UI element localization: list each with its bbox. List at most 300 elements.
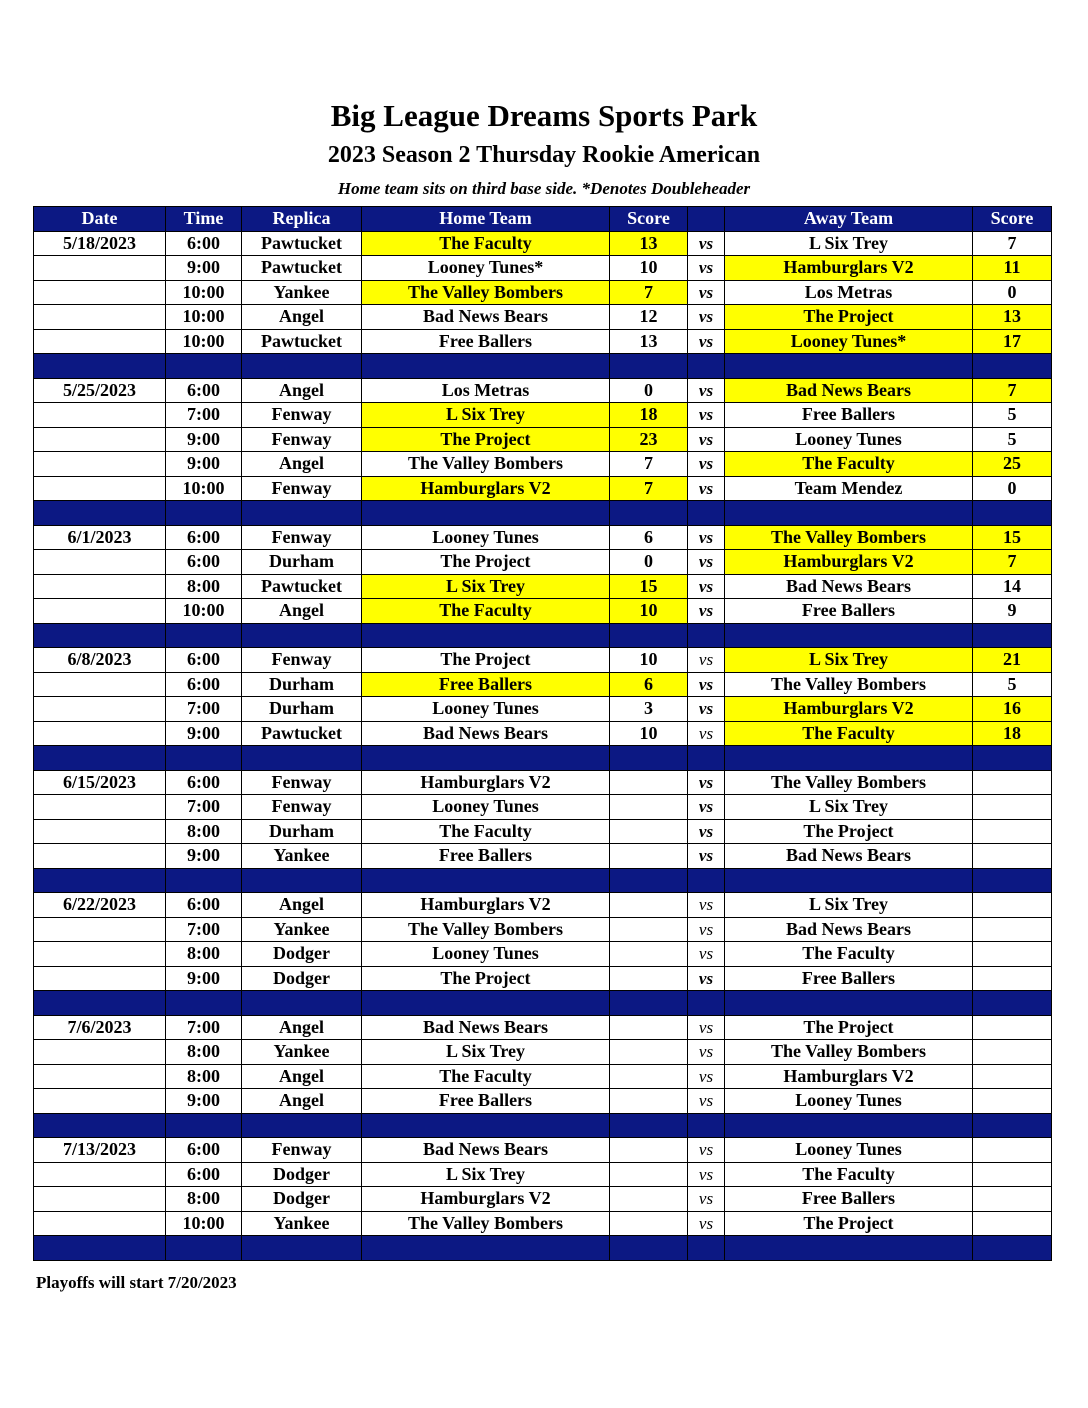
away-team-cell: The Valley Bombers — [725, 770, 973, 795]
separator-cell — [242, 991, 362, 1016]
date-cell — [34, 599, 166, 624]
game-row — [34, 770, 1052, 795]
replica-cell: Pawtucket — [242, 256, 362, 281]
page-note: Home team sits on third base side. *Denotes Doubleheader — [337, 179, 751, 198]
game-row — [34, 844, 1052, 869]
home-score-cell — [610, 917, 688, 942]
vs-cell: vs — [688, 672, 725, 697]
away-score-cell: 18 — [973, 721, 1052, 746]
separator-cell — [725, 354, 973, 379]
header-vs — [688, 207, 725, 232]
home-team-cell: The Valley Bombers — [362, 1211, 610, 1236]
game-row — [34, 599, 1052, 624]
away-team-cell: L Six Trey — [725, 795, 973, 820]
replica-cell: Fenway — [242, 427, 362, 452]
home-score-cell — [610, 1162, 688, 1187]
vs-cell: vs — [688, 378, 725, 403]
home-team-cell: Looney Tunes — [362, 942, 610, 967]
header-date: Date — [34, 207, 166, 232]
time-cell: 10:00 — [166, 476, 242, 501]
separator-cell — [973, 501, 1052, 526]
home-score-cell: 23 — [610, 427, 688, 452]
away-team-cell: The Valley Bombers — [725, 672, 973, 697]
separator-cell — [362, 354, 610, 379]
vs-cell: vs — [688, 648, 725, 673]
time-cell: 9:00 — [166, 721, 242, 746]
time-cell: 9:00 — [166, 966, 242, 991]
date-cell — [34, 721, 166, 746]
date-cell: 6/22/2023 — [34, 893, 166, 918]
away-score-cell: 15 — [973, 525, 1052, 550]
time-cell: 6:00 — [166, 893, 242, 918]
time-cell: 7:00 — [166, 403, 242, 428]
date-cell — [34, 697, 166, 722]
separator-cell — [610, 354, 688, 379]
vs-cell: vs — [688, 427, 725, 452]
separator-cell — [166, 868, 242, 893]
away-team-cell: The Valley Bombers — [725, 1040, 973, 1065]
away-team-cell: The Project — [725, 1015, 973, 1040]
away-team-cell: The Project — [725, 819, 973, 844]
vs-cell: vs — [688, 1138, 725, 1163]
game-row — [34, 648, 1052, 673]
home-score-cell — [610, 1015, 688, 1040]
replica-cell: Angel — [242, 378, 362, 403]
time-cell: 6:00 — [166, 648, 242, 673]
game-row — [34, 1162, 1052, 1187]
away-team-cell: Looney Tunes* — [725, 329, 973, 354]
separator-cell — [362, 501, 610, 526]
home-score-cell — [610, 770, 688, 795]
home-score-cell: 0 — [610, 550, 688, 575]
home-team-cell: Looney Tunes — [362, 795, 610, 820]
game-row — [34, 1089, 1052, 1114]
page-subtitle: 2023 Season 2 Thursday Rookie American — [327, 142, 761, 168]
away-score-cell — [973, 966, 1052, 991]
game-row — [34, 966, 1052, 991]
home-score-cell — [610, 1138, 688, 1163]
home-score-cell: 6 — [610, 672, 688, 697]
away-team-cell: The Project — [725, 1211, 973, 1236]
date-cell — [34, 476, 166, 501]
date-cell — [34, 819, 166, 844]
replica-cell: Angel — [242, 893, 362, 918]
time-cell: 10:00 — [166, 305, 242, 330]
separator-cell — [242, 746, 362, 771]
week-separator — [34, 501, 1052, 526]
game-row — [34, 893, 1052, 918]
vs-cell: vs — [688, 599, 725, 624]
header-home-score: Score — [610, 207, 688, 232]
separator-cell — [34, 868, 166, 893]
date-cell — [34, 427, 166, 452]
home-team-cell: L Six Trey — [362, 1040, 610, 1065]
away-score-cell: 9 — [973, 599, 1052, 624]
replica-cell: Durham — [242, 697, 362, 722]
vs-cell: vs — [688, 770, 725, 795]
time-cell: 6:00 — [166, 525, 242, 550]
game-row — [34, 1015, 1052, 1040]
separator-cell — [362, 1113, 610, 1138]
separator-cell — [973, 746, 1052, 771]
time-cell: 6:00 — [166, 1138, 242, 1163]
header-home-team: Home Team — [362, 207, 610, 232]
away-team-cell: L Six Trey — [725, 231, 973, 256]
game-row — [34, 1187, 1052, 1212]
time-cell: 8:00 — [166, 574, 242, 599]
away-score-cell: 14 — [973, 574, 1052, 599]
vs-cell: vs — [688, 476, 725, 501]
separator-cell — [34, 623, 166, 648]
date-cell — [34, 280, 166, 305]
home-team-cell: Hamburglars V2 — [362, 893, 610, 918]
away-team-cell: Team Mendez — [725, 476, 973, 501]
away-team-cell: Bad News Bears — [725, 917, 973, 942]
away-team-cell: Hamburglars V2 — [725, 256, 973, 281]
away-score-cell: 7 — [973, 378, 1052, 403]
vs-cell: vs — [688, 966, 725, 991]
game-row — [34, 329, 1052, 354]
week-separator — [34, 1113, 1052, 1138]
time-cell: 6:00 — [166, 550, 242, 575]
home-team-cell: The Project — [362, 966, 610, 991]
home-team-cell: The Valley Bombers — [362, 917, 610, 942]
replica-cell: Yankee — [242, 844, 362, 869]
away-score-cell — [973, 844, 1052, 869]
vs-cell: vs — [688, 1162, 725, 1187]
away-score-cell: 0 — [973, 476, 1052, 501]
replica-cell: Pawtucket — [242, 574, 362, 599]
separator-cell — [362, 868, 610, 893]
home-team-cell: Hamburglars V2 — [362, 1187, 610, 1212]
game-row — [34, 256, 1052, 281]
date-cell — [34, 1040, 166, 1065]
time-cell: 10:00 — [166, 329, 242, 354]
schedule-body — [34, 231, 1052, 1260]
home-team-cell: Hamburglars V2 — [362, 770, 610, 795]
replica-cell: Angel — [242, 452, 362, 477]
schedule-table — [33, 206, 1052, 1261]
replica-cell: Dodger — [242, 966, 362, 991]
home-score-cell: 6 — [610, 525, 688, 550]
date-cell — [34, 256, 166, 281]
time-cell: 6:00 — [166, 672, 242, 697]
home-team-cell: Hamburglars V2 — [362, 476, 610, 501]
away-score-cell — [973, 1138, 1052, 1163]
home-team-cell: The Project — [362, 427, 610, 452]
home-score-cell — [610, 844, 688, 869]
away-team-cell: The Faculty — [725, 1162, 973, 1187]
game-row — [34, 427, 1052, 452]
separator-cell — [610, 1113, 688, 1138]
game-row — [34, 1064, 1052, 1089]
replica-cell: Yankee — [242, 1040, 362, 1065]
vs-cell: vs — [688, 1211, 725, 1236]
separator-cell — [973, 991, 1052, 1016]
replica-cell: Durham — [242, 819, 362, 844]
separator-cell — [610, 868, 688, 893]
time-cell: 7:00 — [166, 795, 242, 820]
away-score-cell — [973, 1089, 1052, 1114]
home-score-cell: 13 — [610, 231, 688, 256]
time-cell: 8:00 — [166, 1064, 242, 1089]
separator-cell — [242, 623, 362, 648]
home-team-cell: The Project — [362, 648, 610, 673]
separator-cell — [166, 501, 242, 526]
game-row — [34, 550, 1052, 575]
separator-cell — [34, 1113, 166, 1138]
replica-cell: Fenway — [242, 1138, 362, 1163]
separator-cell — [610, 991, 688, 1016]
home-team-cell: L Six Trey — [362, 1162, 610, 1187]
separator-cell — [688, 1113, 725, 1138]
week-separator — [34, 354, 1052, 379]
away-score-cell: 17 — [973, 329, 1052, 354]
home-team-cell: Free Ballers — [362, 329, 610, 354]
home-score-cell — [610, 819, 688, 844]
separator-cell — [688, 1236, 725, 1261]
home-score-cell: 10 — [610, 648, 688, 673]
vs-cell: vs — [688, 844, 725, 869]
away-score-cell: 25 — [973, 452, 1052, 477]
away-score-cell — [973, 893, 1052, 918]
away-score-cell — [973, 917, 1052, 942]
separator-cell — [725, 991, 973, 1016]
away-score-cell — [973, 819, 1052, 844]
home-score-cell: 0 — [610, 378, 688, 403]
replica-cell: Pawtucket — [242, 721, 362, 746]
separator-cell — [973, 1113, 1052, 1138]
home-score-cell — [610, 1040, 688, 1065]
game-row — [34, 525, 1052, 550]
home-team-cell: L Six Trey — [362, 403, 610, 428]
game-row — [34, 305, 1052, 330]
time-cell: 7:00 — [166, 697, 242, 722]
replica-cell: Durham — [242, 550, 362, 575]
date-cell — [34, 574, 166, 599]
separator-cell — [242, 1236, 362, 1261]
home-score-cell — [610, 1064, 688, 1089]
playoffs-note: Playoffs will start 7/20/2023 — [36, 1273, 237, 1292]
separator-cell — [973, 868, 1052, 893]
separator-cell — [688, 354, 725, 379]
away-score-cell — [973, 1211, 1052, 1236]
date-cell — [34, 550, 166, 575]
separator-cell — [242, 868, 362, 893]
separator-cell — [34, 501, 166, 526]
separator-cell — [725, 746, 973, 771]
home-score-cell: 7 — [610, 452, 688, 477]
away-team-cell: L Six Trey — [725, 893, 973, 918]
away-team-cell: Looney Tunes — [725, 1089, 973, 1114]
home-team-cell: Bad News Bears — [362, 1015, 610, 1040]
date-cell: 6/15/2023 — [34, 770, 166, 795]
replica-cell: Yankee — [242, 1211, 362, 1236]
replica-cell: Angel — [242, 305, 362, 330]
vs-cell: vs — [688, 795, 725, 820]
separator-cell — [725, 1236, 973, 1261]
date-cell: 7/13/2023 — [34, 1138, 166, 1163]
away-team-cell: The Faculty — [725, 452, 973, 477]
home-team-cell: Bad News Bears — [362, 305, 610, 330]
header-away-team: Away Team — [725, 207, 973, 232]
date-cell — [34, 1211, 166, 1236]
vs-cell: vs — [688, 697, 725, 722]
time-cell: 9:00 — [166, 256, 242, 281]
vs-cell: vs — [688, 1040, 725, 1065]
away-score-cell: 7 — [973, 550, 1052, 575]
date-cell: 5/25/2023 — [34, 378, 166, 403]
separator-cell — [166, 746, 242, 771]
game-row — [34, 672, 1052, 697]
away-team-cell: L Six Trey — [725, 648, 973, 673]
separator-cell — [166, 1113, 242, 1138]
separator-cell — [166, 1236, 242, 1261]
replica-cell: Angel — [242, 599, 362, 624]
game-row — [34, 476, 1052, 501]
vs-cell: vs — [688, 231, 725, 256]
away-score-cell: 5 — [973, 403, 1052, 428]
vs-cell: vs — [688, 893, 725, 918]
separator-cell — [166, 623, 242, 648]
separator-cell — [34, 354, 166, 379]
separator-cell — [973, 354, 1052, 379]
home-team-cell: The Faculty — [362, 599, 610, 624]
separator-cell — [725, 623, 973, 648]
home-score-cell: 3 — [610, 697, 688, 722]
home-score-cell — [610, 1089, 688, 1114]
game-row — [34, 403, 1052, 428]
away-team-cell: The Faculty — [725, 942, 973, 967]
separator-cell — [688, 501, 725, 526]
replica-cell: Fenway — [242, 403, 362, 428]
away-team-cell: The Valley Bombers — [725, 525, 973, 550]
replica-cell: Yankee — [242, 917, 362, 942]
separator-cell — [242, 1113, 362, 1138]
home-team-cell: Free Ballers — [362, 844, 610, 869]
vs-cell: vs — [688, 280, 725, 305]
away-team-cell: Los Metras — [725, 280, 973, 305]
away-score-cell: 5 — [973, 427, 1052, 452]
home-team-cell: Los Metras — [362, 378, 610, 403]
away-score-cell: 16 — [973, 697, 1052, 722]
game-row — [34, 378, 1052, 403]
away-score-cell: 11 — [973, 256, 1052, 281]
home-score-cell — [610, 795, 688, 820]
vs-cell: vs — [688, 329, 725, 354]
week-separator — [34, 623, 1052, 648]
game-row — [34, 721, 1052, 746]
away-score-cell — [973, 1040, 1052, 1065]
separator-cell — [688, 991, 725, 1016]
separator-cell — [973, 623, 1052, 648]
page-title: Big League Dreams Sports Park — [330, 98, 758, 133]
away-team-cell: Hamburglars V2 — [725, 1064, 973, 1089]
home-team-cell: L Six Trey — [362, 574, 610, 599]
home-team-cell: Bad News Bears — [362, 721, 610, 746]
replica-cell: Yankee — [242, 280, 362, 305]
home-score-cell — [610, 1187, 688, 1212]
vs-cell: vs — [688, 574, 725, 599]
time-cell: 10:00 — [166, 599, 242, 624]
header-row — [34, 207, 1052, 232]
time-cell: 8:00 — [166, 942, 242, 967]
date-cell: 5/18/2023 — [34, 231, 166, 256]
time-cell: 9:00 — [166, 452, 242, 477]
replica-cell: Angel — [242, 1089, 362, 1114]
home-score-cell — [610, 1211, 688, 1236]
time-cell: 8:00 — [166, 819, 242, 844]
separator-cell — [34, 1236, 166, 1261]
replica-cell: Fenway — [242, 770, 362, 795]
away-team-cell: Bad News Bears — [725, 574, 973, 599]
week-separator — [34, 1236, 1052, 1261]
away-team-cell: Free Ballers — [725, 403, 973, 428]
date-cell — [34, 452, 166, 477]
home-team-cell: The Valley Bombers — [362, 452, 610, 477]
separator-cell — [610, 746, 688, 771]
separator-cell — [242, 354, 362, 379]
away-score-cell — [973, 1015, 1052, 1040]
date-cell: 7/6/2023 — [34, 1015, 166, 1040]
home-score-cell: 7 — [610, 280, 688, 305]
separator-cell — [688, 623, 725, 648]
home-team-cell: The Faculty — [362, 1064, 610, 1089]
away-team-cell: Free Ballers — [725, 599, 973, 624]
away-team-cell: The Faculty — [725, 721, 973, 746]
replica-cell: Dodger — [242, 1187, 362, 1212]
date-cell — [34, 672, 166, 697]
game-row — [34, 697, 1052, 722]
home-team-cell: Looney Tunes — [362, 525, 610, 550]
separator-cell — [725, 1113, 973, 1138]
date-cell: 6/1/2023 — [34, 525, 166, 550]
vs-cell: vs — [688, 1187, 725, 1212]
header-replica: Replica — [242, 207, 362, 232]
time-cell: 7:00 — [166, 1015, 242, 1040]
week-separator — [34, 746, 1052, 771]
away-score-cell: 13 — [973, 305, 1052, 330]
vs-cell: vs — [688, 256, 725, 281]
home-team-cell: The Valley Bombers — [362, 280, 610, 305]
date-cell — [34, 942, 166, 967]
home-score-cell — [610, 942, 688, 967]
time-cell: 6:00 — [166, 378, 242, 403]
home-score-cell: 13 — [610, 329, 688, 354]
separator-cell — [973, 1236, 1052, 1261]
replica-cell: Fenway — [242, 795, 362, 820]
date-cell — [34, 966, 166, 991]
vs-cell: vs — [688, 403, 725, 428]
date-cell — [34, 917, 166, 942]
away-team-cell: Bad News Bears — [725, 378, 973, 403]
game-row — [34, 819, 1052, 844]
game-row — [34, 452, 1052, 477]
away-score-cell — [973, 1187, 1052, 1212]
game-row — [34, 574, 1052, 599]
time-cell: 6:00 — [166, 1162, 242, 1187]
home-team-cell: Looney Tunes — [362, 697, 610, 722]
away-score-cell: 21 — [973, 648, 1052, 673]
separator-cell — [34, 991, 166, 1016]
away-score-cell: 0 — [973, 280, 1052, 305]
separator-cell — [34, 746, 166, 771]
separator-cell — [688, 746, 725, 771]
separator-cell — [610, 501, 688, 526]
away-score-cell — [973, 942, 1052, 967]
away-team-cell: Bad News Bears — [725, 844, 973, 869]
away-score-cell — [973, 1064, 1052, 1089]
